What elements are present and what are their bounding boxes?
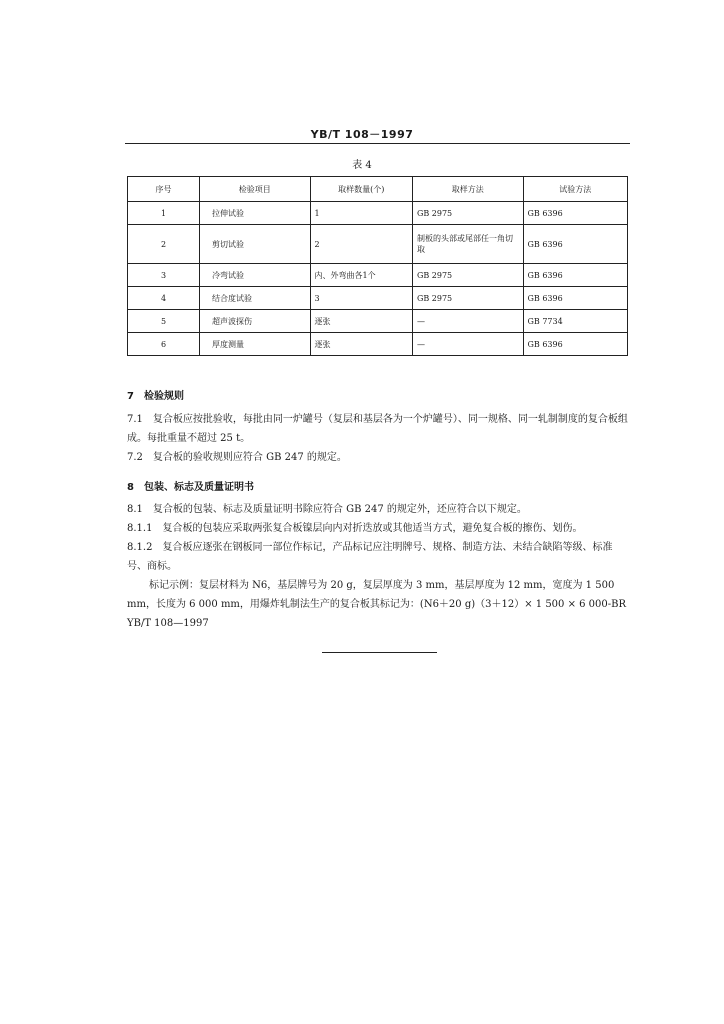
cell-test: GB 6396 — [523, 333, 627, 356]
cell-item: 厚度测量 — [200, 333, 311, 356]
column-header: 取样方法 — [412, 177, 523, 202]
cell-item: 拉伸试验 — [200, 202, 311, 225]
cell-no: 6 — [128, 333, 200, 356]
cell-no: 2 — [128, 225, 200, 264]
cell-qty: 1 — [310, 202, 412, 225]
cell-item: 剪切试验 — [200, 225, 311, 264]
paragraph-7-1: 7.1 复合板应按批验收，每批由同一炉罐号（复层和基层各为一个炉罐号）、同一规格、同一轧制制度的复合板组成。每批重量不超过 25 t。 — [127, 414, 628, 444]
paragraph-8-1-1: 8.1.1 复合板的包装应采取两张复合板镍层向内对折迭放或其他适当方式，避免复合板的擦伤、划伤。 — [127, 523, 583, 534]
table-row — [128, 202, 628, 225]
cell-method: — — [412, 333, 523, 356]
section-8-title: 8 包装、标志及质量证明书 — [127, 482, 254, 493]
table-row — [128, 310, 628, 333]
cell-item: 结合度试验 — [200, 287, 311, 310]
cell-method: — — [412, 310, 523, 333]
cell-item: 冷弯试验 — [200, 264, 311, 287]
cell-method: GB 2975 — [412, 287, 523, 310]
section-7-title: 7 检验规则 — [127, 391, 184, 402]
cell-test: GB 6396 — [523, 287, 627, 310]
paragraph-7-2: 7.2 复合板的验收规则应符合 GB 247 的规定。 — [127, 452, 347, 463]
end-rule — [322, 652, 437, 653]
table-row — [128, 287, 628, 310]
inspection-table — [127, 176, 628, 356]
column-header: 序号 — [128, 177, 200, 202]
column-header: 试验方法 — [523, 177, 627, 202]
cell-no: 5 — [128, 310, 200, 333]
cell-no: 1 — [128, 202, 200, 225]
table-row — [128, 225, 628, 264]
table-header-row — [128, 177, 628, 202]
marking-example: 标记示例：复层材料为 N6，基层牌号为 20 g，复层厚度为 3 mm，基层厚度为 12 mm，宽度为 1 500 mm，长度为 6 000 mm，用爆炸轧制法生产的复合板其标记为：(N6＋20 g)（3＋12）× 1 500 × 6 000-BR YB/T 108—1997 — [127, 580, 627, 629]
cell-qty: 逐张 — [310, 333, 412, 356]
standard-code-header: YB/T 108－1997 — [310, 128, 414, 141]
header-rule — [125, 143, 630, 144]
cell-test: GB 6396 — [523, 225, 627, 264]
cell-method: GB 2975 — [412, 264, 523, 287]
cell-test: GB 6396 — [523, 264, 627, 287]
column-header: 检验项目 — [200, 177, 311, 202]
table-row — [128, 264, 628, 287]
cell-no: 4 — [128, 287, 200, 310]
paragraph-8-1-2: 8.1.2 复合板应逐张在钢板同一部位作标记，产品标记应注明牌号、规格、制造方法、未结合缺陷等级、标准号、商标。 — [127, 542, 613, 572]
cell-test: GB 6396 — [523, 202, 627, 225]
table-row — [128, 333, 628, 356]
cell-qty: 2 — [310, 225, 412, 264]
cell-no: 3 — [128, 264, 200, 287]
paragraph-8-1: 8.1 复合板的包装、标志及质量证明书除应符合 GB 247 的规定外，还应符合以下规定。 — [127, 504, 527, 515]
cell-qty: 内、外弯曲各1个 — [310, 264, 412, 287]
cell-method: GB 2975 — [412, 202, 523, 225]
cell-qty: 3 — [310, 287, 412, 310]
cell-method: 制板的头部或尾部任一角切取 — [412, 225, 523, 264]
cell-test: GB 7734 — [523, 310, 627, 333]
column-header: 取样数量(个) — [310, 177, 412, 202]
cell-qty: 逐张 — [310, 310, 412, 333]
table-caption: 表 4 — [352, 160, 372, 171]
cell-item: 超声波探伤 — [200, 310, 311, 333]
